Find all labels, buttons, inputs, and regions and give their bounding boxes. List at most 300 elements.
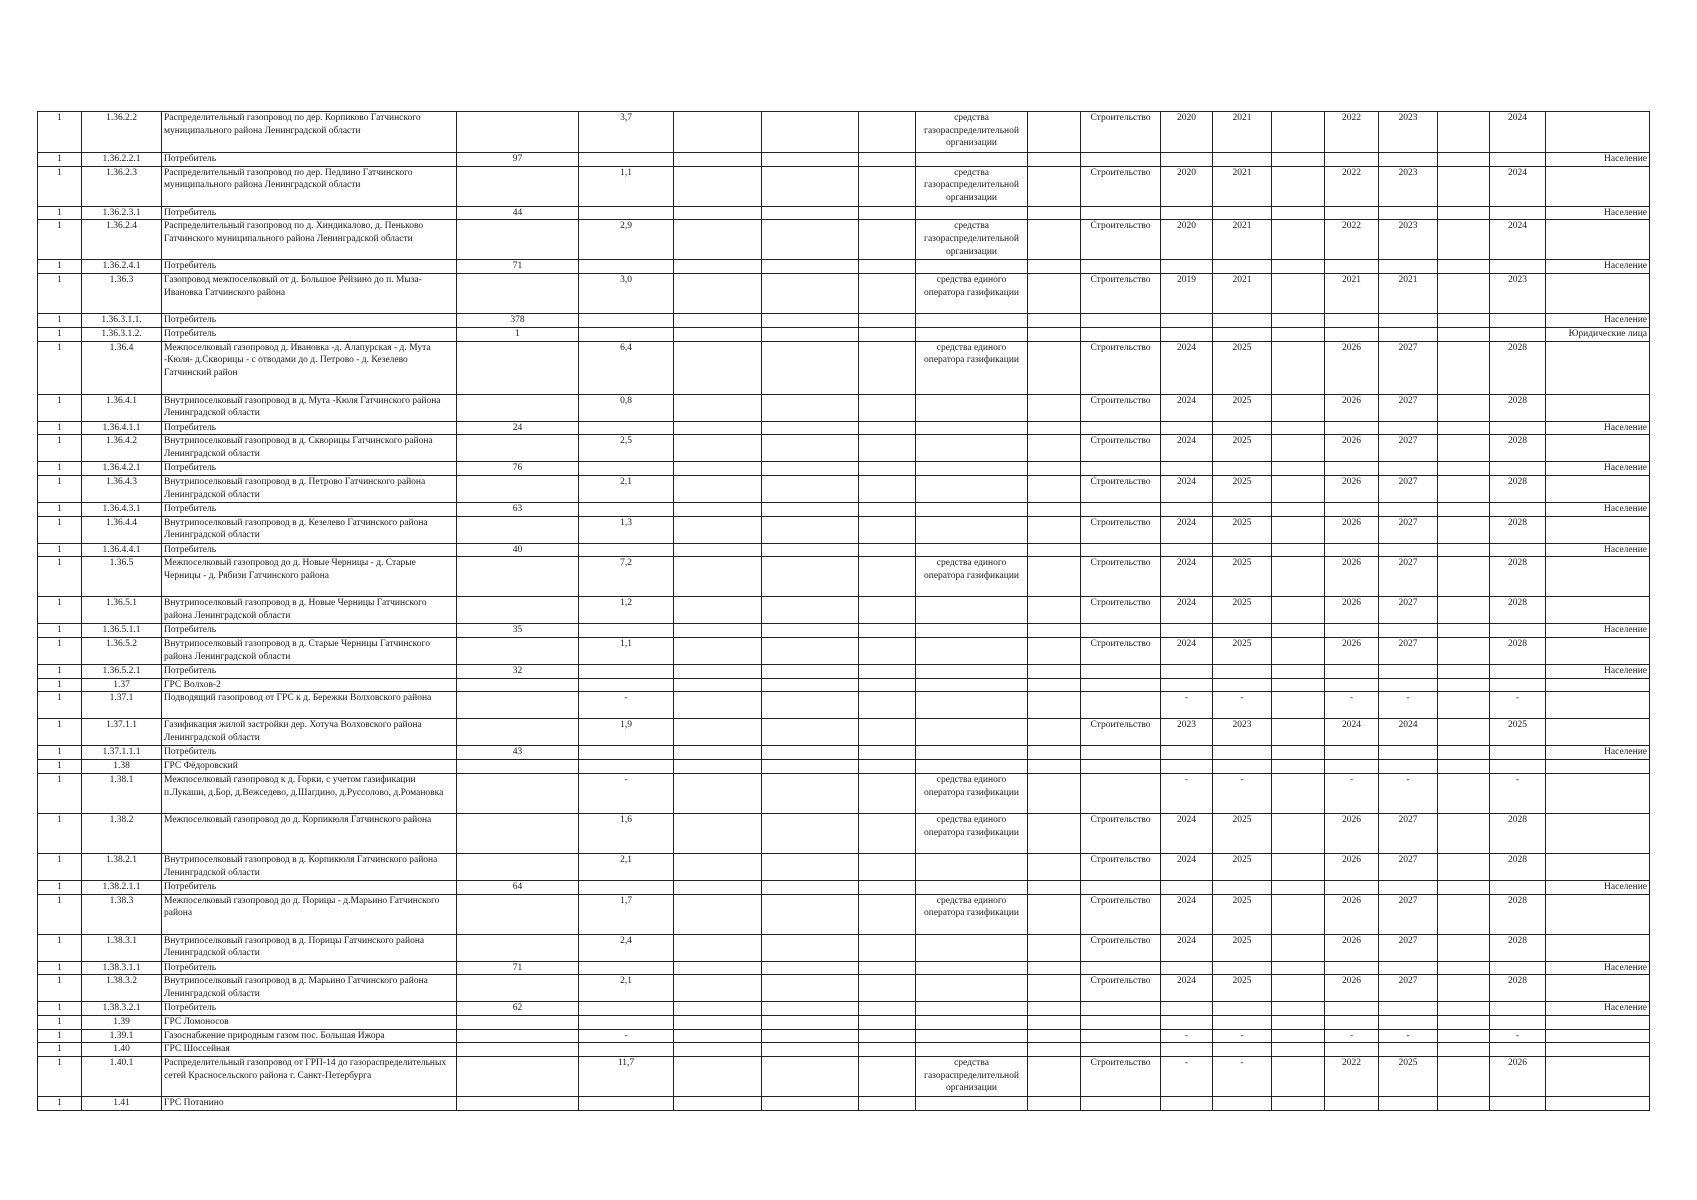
cell-c3	[457, 1029, 579, 1043]
cell-c2: Потребитель	[162, 314, 457, 328]
cell-c10	[1081, 1002, 1161, 1016]
cell-c6	[762, 894, 859, 934]
cell-c15: -	[1379, 1029, 1438, 1043]
cell-c4	[579, 665, 674, 679]
cell-c2: Межпоселковый газопровод д. Ивановка -д. Алапурская - д. Мута -Кюля- д.Скворицы - с отводами до д. Петрово - д. Кезелево Гатчинский район	[162, 341, 457, 394]
cell-c4	[579, 462, 674, 476]
cell-c2: Потребитель	[162, 543, 457, 557]
cell-c9	[1028, 692, 1081, 719]
cell-c7	[859, 880, 916, 894]
cell-c13	[1272, 394, 1325, 421]
cell-c2: Потребитель	[162, 421, 457, 435]
cell-c17: 2025	[1490, 719, 1546, 746]
cell-c11: 2020	[1161, 112, 1213, 153]
cell-c8	[916, 692, 1028, 719]
cell-c9	[1028, 1015, 1081, 1029]
cell-c14	[1325, 206, 1379, 220]
cell-c11: 2024	[1161, 975, 1213, 1002]
cell-c8	[916, 719, 1028, 746]
cell-c18	[1546, 853, 1650, 880]
table-row	[38, 1043, 1650, 1057]
cell-c16	[1438, 220, 1490, 260]
cell-c4	[579, 260, 674, 274]
cell-c18	[1546, 1029, 1650, 1043]
cell-c0: 1	[38, 1057, 82, 1097]
cell-c9	[1028, 813, 1081, 853]
cell-c6	[762, 1002, 859, 1016]
cell-c2: Потребитель	[162, 327, 457, 341]
cell-c3: 32	[457, 665, 579, 679]
cell-c18: Юридические лица	[1546, 327, 1650, 341]
cell-c6	[762, 678, 859, 692]
cell-c17	[1490, 961, 1546, 975]
cell-c6	[762, 112, 859, 153]
cell-c4	[579, 961, 674, 975]
cell-c10: Строительство	[1081, 934, 1161, 961]
cell-c11	[1161, 665, 1213, 679]
cell-c6	[762, 435, 859, 462]
cell-c4	[579, 746, 674, 760]
cell-c12	[1213, 462, 1272, 476]
cell-c0: 1	[38, 1043, 82, 1057]
cell-c7	[859, 341, 916, 394]
cell-c5	[674, 475, 762, 502]
cell-c15	[1379, 502, 1438, 516]
cell-c6	[762, 1057, 859, 1097]
cell-c17: 2024	[1490, 112, 1546, 153]
cell-c16	[1438, 638, 1490, 665]
cell-c1: 1.36.4.4	[82, 516, 162, 543]
cell-c14: -	[1325, 1029, 1379, 1043]
cell-c11	[1161, 1002, 1213, 1016]
table-row	[38, 543, 1650, 557]
cell-c18: Население	[1546, 314, 1650, 328]
cell-c11: -	[1161, 773, 1213, 813]
cell-c2: ГРС Ломоносов	[162, 1015, 457, 1029]
table-row	[38, 557, 1650, 597]
cell-c9	[1028, 314, 1081, 328]
cell-c11: 2024	[1161, 853, 1213, 880]
cell-c15: 2027	[1379, 394, 1438, 421]
cell-c8	[916, 961, 1028, 975]
cell-c9	[1028, 894, 1081, 934]
cell-c13	[1272, 813, 1325, 853]
cell-c12: 2025	[1213, 853, 1272, 880]
cell-c1: 1.36.4.4.1	[82, 543, 162, 557]
cell-c2: Потребитель	[162, 665, 457, 679]
cell-c5	[674, 975, 762, 1002]
cell-c14: 2026	[1325, 516, 1379, 543]
cell-c14	[1325, 1015, 1379, 1029]
cell-c13	[1272, 314, 1325, 328]
table-row	[38, 421, 1650, 435]
table-row	[38, 341, 1650, 394]
cell-c0: 1	[38, 543, 82, 557]
cell-c4: 2,4	[579, 934, 674, 961]
cell-c3	[457, 597, 579, 624]
cell-c17: 2023	[1490, 274, 1546, 314]
cell-c12: -	[1213, 1029, 1272, 1043]
cell-c17: 2028	[1490, 975, 1546, 1002]
cell-c7	[859, 665, 916, 679]
cell-c6	[762, 1097, 859, 1111]
cell-c6	[762, 692, 859, 719]
cell-c1: 1.36.4.3	[82, 475, 162, 502]
cell-c1: 1.38.3.1.1	[82, 961, 162, 975]
cell-c4	[579, 624, 674, 638]
cell-c15	[1379, 665, 1438, 679]
cell-c1: 1.37.1	[82, 692, 162, 719]
cell-c11	[1161, 502, 1213, 516]
cell-c3	[457, 760, 579, 774]
cell-c2: Распределительный газопровод по дер. Педлино Гатчинского муниципального района Ленинградской области	[162, 166, 457, 206]
cell-c6	[762, 274, 859, 314]
cell-c0: 1	[38, 1029, 82, 1043]
cell-c9	[1028, 462, 1081, 476]
table-row	[38, 502, 1650, 516]
cell-c0: 1	[38, 462, 82, 476]
cell-c18	[1546, 597, 1650, 624]
cell-c1: 1.36.4.1	[82, 394, 162, 421]
cell-c12: 2025	[1213, 975, 1272, 1002]
cell-c15: 2027	[1379, 557, 1438, 597]
cell-c11: 2024	[1161, 813, 1213, 853]
cell-c15: 2023	[1379, 166, 1438, 206]
cell-c18: Население	[1546, 746, 1650, 760]
cell-c5	[674, 1097, 762, 1111]
cell-c1: 1.36.2.4.1	[82, 260, 162, 274]
cell-c13	[1272, 516, 1325, 543]
table-row	[38, 462, 1650, 476]
cell-c10: Строительство	[1081, 638, 1161, 665]
cell-c14	[1325, 624, 1379, 638]
cell-c4	[579, 327, 674, 341]
cell-c0: 1	[38, 153, 82, 167]
cell-c3: 35	[457, 624, 579, 638]
cell-c17	[1490, 1097, 1546, 1111]
cell-c8	[916, 1097, 1028, 1111]
cell-c2: Внутрипоселковый газопровод в д. Порицы Гатчинского района Ленинградской области	[162, 934, 457, 961]
cell-c10: Строительство	[1081, 166, 1161, 206]
cell-c10	[1081, 1015, 1161, 1029]
cell-c2: Потребитель	[162, 153, 457, 167]
cell-c6	[762, 961, 859, 975]
cell-c2: Внутрипоселковый газопровод в д. Новые Черницы Гатчинского района Ленинградской области	[162, 597, 457, 624]
cell-c3	[457, 678, 579, 692]
cell-c3: 40	[457, 543, 579, 557]
cell-c16	[1438, 853, 1490, 880]
table-row	[38, 597, 1650, 624]
cell-c13	[1272, 760, 1325, 774]
cell-c3	[457, 692, 579, 719]
cell-c15	[1379, 746, 1438, 760]
cell-c6	[762, 1015, 859, 1029]
cell-c2: Межпоселковый газопровод до д. Корпикюля Гатчинского района	[162, 813, 457, 853]
cell-c11	[1161, 462, 1213, 476]
cell-c4: 1,1	[579, 638, 674, 665]
cell-c5	[674, 597, 762, 624]
cell-c5	[674, 435, 762, 462]
cell-c9	[1028, 220, 1081, 260]
cell-c14: 2021	[1325, 274, 1379, 314]
cell-c10	[1081, 314, 1161, 328]
cell-c6	[762, 516, 859, 543]
cell-c13	[1272, 975, 1325, 1002]
cell-c4: -	[579, 773, 674, 813]
cell-c12	[1213, 421, 1272, 435]
cell-c0: 1	[38, 166, 82, 206]
cell-c13	[1272, 421, 1325, 435]
cell-c15	[1379, 1015, 1438, 1029]
cell-c16	[1438, 773, 1490, 813]
cell-c0: 1	[38, 112, 82, 153]
cell-c0: 1	[38, 975, 82, 1002]
cell-c2: ГРС Потанино	[162, 1097, 457, 1111]
cell-c15: 2027	[1379, 813, 1438, 853]
cell-c17	[1490, 543, 1546, 557]
cell-c3	[457, 719, 579, 746]
cell-c10: Строительство	[1081, 394, 1161, 421]
cell-c7	[859, 475, 916, 502]
cell-c5	[674, 1002, 762, 1016]
cell-c17: 2028	[1490, 557, 1546, 597]
cell-c16	[1438, 1029, 1490, 1043]
table-row	[38, 813, 1650, 853]
cell-c17: 2028	[1490, 394, 1546, 421]
cell-c12	[1213, 260, 1272, 274]
cell-c5	[674, 1015, 762, 1029]
cell-c9	[1028, 206, 1081, 220]
cell-c18: Население	[1546, 665, 1650, 679]
cell-c13	[1272, 274, 1325, 314]
cell-c4: 7,2	[579, 557, 674, 597]
cell-c7	[859, 853, 916, 880]
cell-c8	[916, 543, 1028, 557]
cell-c3	[457, 557, 579, 597]
cell-c10: Строительство	[1081, 597, 1161, 624]
cell-c1: 1.38.3.2.1	[82, 1002, 162, 1016]
cell-c10: Строительство	[1081, 719, 1161, 746]
table-row	[38, 394, 1650, 421]
cell-c17	[1490, 314, 1546, 328]
cell-c18	[1546, 220, 1650, 260]
cell-c13	[1272, 543, 1325, 557]
cell-c12	[1213, 961, 1272, 975]
cell-c10	[1081, 421, 1161, 435]
cell-c15	[1379, 327, 1438, 341]
cell-c15: 2027	[1379, 597, 1438, 624]
cell-c16	[1438, 166, 1490, 206]
cell-c18	[1546, 894, 1650, 934]
cell-c6	[762, 853, 859, 880]
cell-c6	[762, 421, 859, 435]
cell-c14: 2026	[1325, 435, 1379, 462]
cell-c10	[1081, 502, 1161, 516]
cell-c8	[916, 624, 1028, 638]
table-body	[38, 112, 1650, 1111]
cell-c12	[1213, 153, 1272, 167]
cell-c13	[1272, 880, 1325, 894]
cell-c15: 2023	[1379, 112, 1438, 153]
cell-c12: 2025	[1213, 894, 1272, 934]
cell-c13	[1272, 597, 1325, 624]
cell-c1: 1.39	[82, 1015, 162, 1029]
cell-c12	[1213, 502, 1272, 516]
cell-c15: 2027	[1379, 516, 1438, 543]
cell-c3	[457, 394, 579, 421]
cell-c10: Строительство	[1081, 112, 1161, 153]
cell-c18	[1546, 773, 1650, 813]
cell-c10: Строительство	[1081, 853, 1161, 880]
cell-c11: -	[1161, 1029, 1213, 1043]
cell-c4	[579, 1002, 674, 1016]
cell-c1: 1.36.2.2	[82, 112, 162, 153]
cell-c8	[916, 853, 1028, 880]
cell-c3: 63	[457, 502, 579, 516]
cell-c8	[916, 153, 1028, 167]
cell-c5	[674, 813, 762, 853]
cell-c2: Распределительный газопровод по д. Хиндикалово, д. Пеньково Гатчинского муниципального района Ленинградской области	[162, 220, 457, 260]
cell-c12: -	[1213, 692, 1272, 719]
cell-c1: 1.37	[82, 678, 162, 692]
cell-c5	[674, 112, 762, 153]
cell-c8	[916, 394, 1028, 421]
cell-c13	[1272, 853, 1325, 880]
cell-c17: 2028	[1490, 813, 1546, 853]
cell-c5	[674, 314, 762, 328]
cell-c9	[1028, 1043, 1081, 1057]
cell-c10: Строительство	[1081, 557, 1161, 597]
cell-c16	[1438, 624, 1490, 638]
cell-c8	[916, 462, 1028, 476]
cell-c0: 1	[38, 475, 82, 502]
cell-c16	[1438, 543, 1490, 557]
cell-c6	[762, 975, 859, 1002]
cell-c3: 24	[457, 421, 579, 435]
cell-c12	[1213, 314, 1272, 328]
cell-c7	[859, 773, 916, 813]
cell-c2: Потребитель	[162, 206, 457, 220]
table-row	[38, 206, 1650, 220]
cell-c0: 1	[38, 961, 82, 975]
cell-c16	[1438, 678, 1490, 692]
cell-c3: 44	[457, 206, 579, 220]
table-row	[38, 760, 1650, 774]
cell-c9	[1028, 719, 1081, 746]
cell-c6	[762, 153, 859, 167]
cell-c2: Потребитель	[162, 502, 457, 516]
cell-c8	[916, 597, 1028, 624]
cell-c2: Газификация жилой застройки дер. Хотуча Волховского района Ленинградской области	[162, 719, 457, 746]
cell-c8: средства единого оператора газификации	[916, 813, 1028, 853]
table-row	[38, 475, 1650, 502]
cell-c18	[1546, 719, 1650, 746]
cell-c8: средства единого оператора газификации	[916, 274, 1028, 314]
cell-c3	[457, 934, 579, 961]
cell-c15	[1379, 1043, 1438, 1057]
cell-c2: Газопровод межпоселковый от д. Большое Рейзино до п. Мыза-Ивановка Гатчинского района	[162, 274, 457, 314]
cell-c13	[1272, 746, 1325, 760]
cell-c12: 2025	[1213, 516, 1272, 543]
cell-c7	[859, 421, 916, 435]
cell-c14	[1325, 421, 1379, 435]
cell-c5	[674, 557, 762, 597]
cell-c17	[1490, 678, 1546, 692]
cell-c11	[1161, 1097, 1213, 1111]
cell-c11	[1161, 543, 1213, 557]
cell-c0: 1	[38, 719, 82, 746]
cell-c1: 1.38.1	[82, 773, 162, 813]
cell-c8	[916, 665, 1028, 679]
cell-c8	[916, 435, 1028, 462]
table-row	[38, 665, 1650, 679]
cell-c1: 1.40.1	[82, 1057, 162, 1097]
table-row	[38, 692, 1650, 719]
cell-c0: 1	[38, 260, 82, 274]
table-row	[38, 638, 1650, 665]
cell-c8	[916, 260, 1028, 274]
cell-c5	[674, 341, 762, 394]
cell-c15	[1379, 1097, 1438, 1111]
cell-c16	[1438, 894, 1490, 934]
cell-c14: 2026	[1325, 853, 1379, 880]
cell-c15	[1379, 760, 1438, 774]
cell-c7	[859, 557, 916, 597]
cell-c6	[762, 1043, 859, 1057]
cell-c6	[762, 462, 859, 476]
cell-c11	[1161, 1015, 1213, 1029]
cell-c9	[1028, 1029, 1081, 1043]
cell-c13	[1272, 206, 1325, 220]
cell-c14	[1325, 502, 1379, 516]
cell-c18: Население	[1546, 153, 1650, 167]
cell-c17: 2028	[1490, 638, 1546, 665]
cell-c7	[859, 719, 916, 746]
cell-c6	[762, 394, 859, 421]
cell-c14: -	[1325, 773, 1379, 813]
cell-c10	[1081, 327, 1161, 341]
cell-c12: 2021	[1213, 112, 1272, 153]
cell-c0: 1	[38, 502, 82, 516]
cell-c4: 1,1	[579, 166, 674, 206]
cell-c13	[1272, 773, 1325, 813]
cell-c3	[457, 638, 579, 665]
cell-c2: Потребитель	[162, 880, 457, 894]
cell-c6	[762, 260, 859, 274]
cell-c2: Газоснабжение природным газом пос. Большая Ижора	[162, 1029, 457, 1043]
cell-c8	[916, 1043, 1028, 1057]
cell-c5	[674, 678, 762, 692]
cell-c7	[859, 274, 916, 314]
table-row	[38, 153, 1650, 167]
cell-c10: Строительство	[1081, 894, 1161, 934]
cell-c8	[916, 760, 1028, 774]
cell-c2: Межпоселковый газопровод до д. Новые Черницы - д. Старые Черницы - д. Рябизи Гатчинского района	[162, 557, 457, 597]
cell-c14	[1325, 760, 1379, 774]
cell-c17: 2026	[1490, 1057, 1546, 1097]
cell-c15	[1379, 421, 1438, 435]
cell-c16	[1438, 961, 1490, 975]
cell-c5	[674, 1057, 762, 1097]
cell-c11: 2024	[1161, 394, 1213, 421]
cell-c12	[1213, 678, 1272, 692]
cell-c2: Потребитель	[162, 624, 457, 638]
cell-c6	[762, 1029, 859, 1043]
cell-c0: 1	[38, 394, 82, 421]
table-row	[38, 934, 1650, 961]
cell-c8	[916, 314, 1028, 328]
cell-c3	[457, 516, 579, 543]
